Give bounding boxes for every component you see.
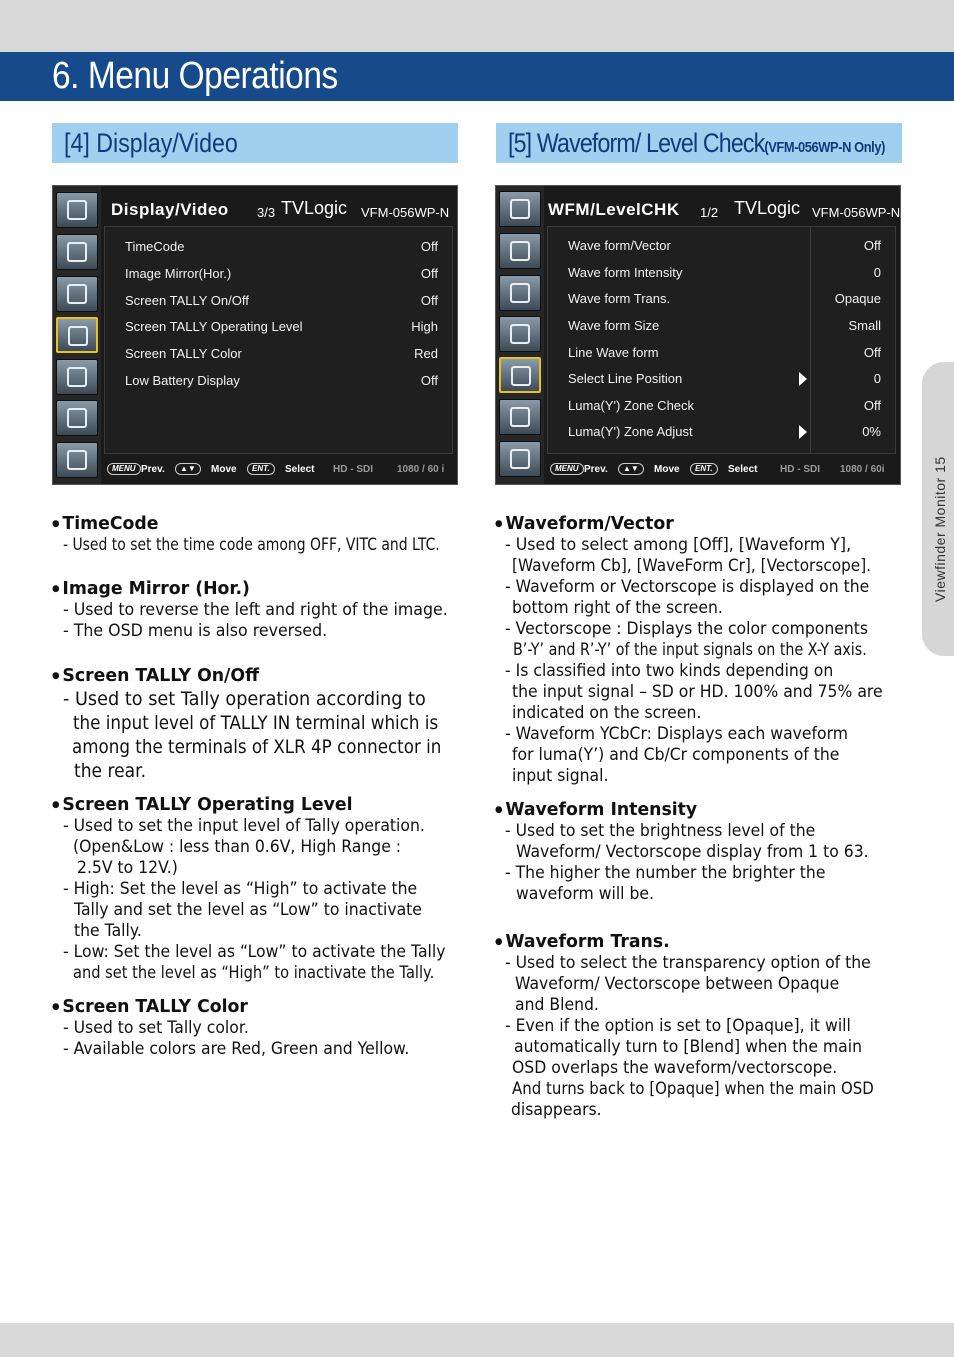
item-heading: ● Waveform/Vector: [495, 513, 674, 534]
item-line: - Waveform or Vectorscope is displayed on the: [505, 577, 870, 597]
rings-icon: [56, 400, 98, 436]
item-line: OSD overlaps the waveform/vectorscope.: [512, 1058, 838, 1078]
submenu-arrow-icon: [799, 372, 807, 386]
osd-model: VFM-056WP-N: [812, 205, 901, 220]
item-line: indicated on the screen.: [512, 703, 702, 723]
satellite-dish-icon: [56, 317, 98, 353]
osd-menu-row: Screen TALLY Color Red: [125, 346, 438, 361]
osd-footer-prev: Prev.: [141, 464, 165, 475]
section-title: [5] Waveform/ Level Check(VFM-056WP-N Only): [508, 128, 885, 158]
up-down-key-icon: ▲▼: [175, 463, 201, 475]
item-line: - Used to set the brightness level of the: [505, 821, 816, 841]
screen-stack-icon: [56, 276, 98, 312]
osd-page: 1/2: [700, 205, 719, 220]
osd-menu-row: Low Battery Display Off: [125, 373, 438, 388]
item-line: and set the level as “High” to inactivate the Tally.: [73, 963, 435, 983]
submenu-arrow-icon: [799, 425, 807, 439]
item-line: Waveform/ Vectorscope display from 1 to 63.: [516, 842, 869, 862]
item-line: - Used to set the time code among OFF, VITC and LTC.: [63, 535, 440, 555]
item-line: B’-Y’ and R’-Y’ of the input signals on the X-Y axis.: [513, 640, 867, 660]
item-line: - Used to reverse the left and right of the image.: [63, 600, 448, 620]
item-line: And turns back to [Opaque] when the main OSD: [512, 1079, 874, 1099]
osd-icon-column: [496, 186, 544, 485]
osd-footer-select: Select: [728, 464, 758, 475]
osd-menu-row: Wave form/Vector Off: [568, 238, 881, 253]
item-line: Tally and set the level as “Low” to inactivate: [74, 900, 422, 920]
item-heading: ● Waveform Trans.: [495, 931, 670, 952]
osd-title: WFM/LevelCHK: [548, 200, 680, 219]
item-line: Waveform/ Vectorscope between Opaque: [515, 974, 840, 994]
osd-footer-format: 1080 / 60i: [840, 464, 885, 475]
ent-key-icon: ENT.: [247, 463, 275, 475]
top-band: [0, 0, 954, 52]
side-tab: [922, 362, 954, 656]
wrench-icon: [499, 441, 541, 477]
item-line: - Waveform YCbCr: Displays each waveform: [505, 724, 849, 744]
item-line: - Available colors are Red, Green and Yellow.: [63, 1039, 410, 1059]
item-line: - Is classified into two kinds depending on: [505, 661, 834, 681]
item-line: - Even if the option is set to [Opaque], it will: [505, 1016, 851, 1036]
menu-key-icon: MENU: [107, 463, 141, 475]
osd-menu-row: Screen TALLY On/Off Off: [125, 293, 438, 308]
item-line: [Waveform Cb], [WaveForm Cr], [Vectorscope].: [512, 556, 872, 576]
osd-menu-row: Wave form Trans. Opaque: [568, 291, 881, 306]
item-line: automatically turn to [Blend] when the main: [514, 1037, 862, 1057]
item-line: waveform will be.: [516, 884, 655, 904]
item-line: - Used to set Tally color.: [63, 1018, 249, 1038]
item-heading: ● TimeCode: [52, 513, 159, 534]
item-heading: ● Image Mirror (Hor.): [52, 578, 250, 599]
osd-menu-panel: [104, 226, 453, 454]
item-line: among the terminals of XLR 4P connector in: [72, 736, 442, 758]
up-down-key-icon: ▲▼: [618, 463, 644, 475]
chapter-title-bar: [0, 52, 954, 101]
item-line: 2.5V to 12V.): [77, 858, 178, 878]
osd-menu-row: Wave form Intensity 0: [568, 265, 881, 280]
item-line: (Open&Low : less than 0.6V, High Range :: [73, 837, 402, 857]
item-heading: ● Waveform Intensity: [495, 799, 697, 820]
osd-screenshot-display-video: [52, 185, 458, 485]
ent-key-icon: ENT.: [690, 463, 718, 475]
osd-footer-move: Move: [654, 464, 680, 475]
item-line: disappears.: [511, 1100, 602, 1120]
item-line: - Used to select among [Off], [Waveform Y],: [505, 535, 852, 555]
osd-footer-select: Select: [285, 464, 315, 475]
item-line: - The higher the number the brighter the: [505, 863, 826, 883]
osd-model: VFM-056WP-N: [361, 205, 450, 220]
item-line: - Vectorscope : Displays the color components: [505, 619, 869, 639]
waveform-icon: [499, 357, 541, 393]
item-line: bottom right of the screen.: [512, 598, 723, 618]
waveform-icon: [56, 359, 98, 395]
osd-footer-move: Move: [211, 464, 237, 475]
item-line: the rear.: [74, 760, 147, 782]
monitor-icon: [499, 191, 541, 227]
item-line: for luma(Y’) and Cb/Cr components of the: [512, 745, 840, 765]
screen-stack-icon: [499, 275, 541, 311]
osd-footer: [101, 454, 457, 484]
osd-header: [101, 196, 457, 226]
section-heading-display-video: [52, 123, 458, 163]
item-line: the input signal – SD or HD. 100% and 75% are: [512, 682, 883, 702]
osd-menu-row: Wave form Size Small: [568, 318, 881, 333]
item-line: - Used to set the input level of Tally operation.: [63, 816, 425, 836]
osd-page: 3/3: [257, 205, 276, 220]
osd-menu-panel: [547, 226, 896, 454]
osd-menu-row: Select Line Position 0: [568, 371, 881, 386]
side-tab-label: Viewfinder Monitor 15: [932, 456, 948, 602]
osd-footer-prev: Prev.: [584, 464, 608, 475]
osd-menu-row: Screen TALLY Operating Level High: [125, 319, 438, 334]
satellite-dish-icon: [499, 316, 541, 352]
item-line: - Used to set Tally operation according to: [63, 688, 426, 710]
wrench-icon: [56, 442, 98, 478]
item-line: input signal.: [512, 766, 609, 786]
osd-footer-format: 1080 / 60 i: [397, 464, 445, 475]
osd-header: [544, 196, 900, 226]
section-heading-waveform: [496, 123, 902, 163]
color-bars-icon: [56, 234, 98, 270]
item-line: - The OSD menu is also reversed.: [63, 621, 328, 641]
chapter-title: 6. Menu Operations: [52, 55, 338, 97]
section-title-note: (VFM-056WP-N Only): [764, 139, 885, 156]
item-heading: ● Screen TALLY Operating Level: [52, 794, 353, 815]
osd-icon-column: [53, 186, 101, 485]
monitor-icon: [56, 192, 98, 228]
osd-title: Display/Video: [111, 200, 229, 219]
item-line: the Tally.: [74, 921, 142, 941]
osd-footer-signal: HD - SDI: [780, 464, 820, 475]
item-heading: ● Screen TALLY On/Off: [52, 665, 259, 686]
osd-menu-row: Luma(Y') Zone Check Off: [568, 398, 881, 413]
item-line: - Low: Set the level as “Low” to activate the Tally: [63, 942, 446, 962]
osd-footer: [544, 454, 900, 484]
section-title: [4] Display/Video: [64, 128, 238, 158]
osd-brand: TVLogic: [734, 198, 801, 218]
item-line: - High: Set the level as “High” to activate the: [63, 879, 418, 899]
item-line: - Used to select the transparency option of the: [505, 953, 871, 973]
item-line: the input level of TALLY IN terminal which is: [73, 712, 439, 734]
rings-icon: [499, 399, 541, 435]
osd-footer-signal: HD - SDI: [333, 464, 373, 475]
bottom-band: [0, 1323, 954, 1357]
osd-menu-row: Luma(Y') Zone Adjust 0%: [568, 424, 881, 439]
osd-brand: TVLogic: [281, 198, 348, 218]
osd-menu-row: Line Wave form Off: [568, 345, 881, 360]
osd-menu-row: Image Mirror(Hor.) Off: [125, 266, 438, 281]
menu-key-icon: MENU: [550, 463, 584, 475]
color-bars-icon: [499, 233, 541, 269]
item-heading: ● Screen TALLY Color: [52, 996, 248, 1017]
osd-screenshot-waveform: [495, 185, 901, 485]
item-line: and Blend.: [515, 995, 599, 1015]
osd-menu-row: TimeCode Off: [125, 239, 438, 254]
